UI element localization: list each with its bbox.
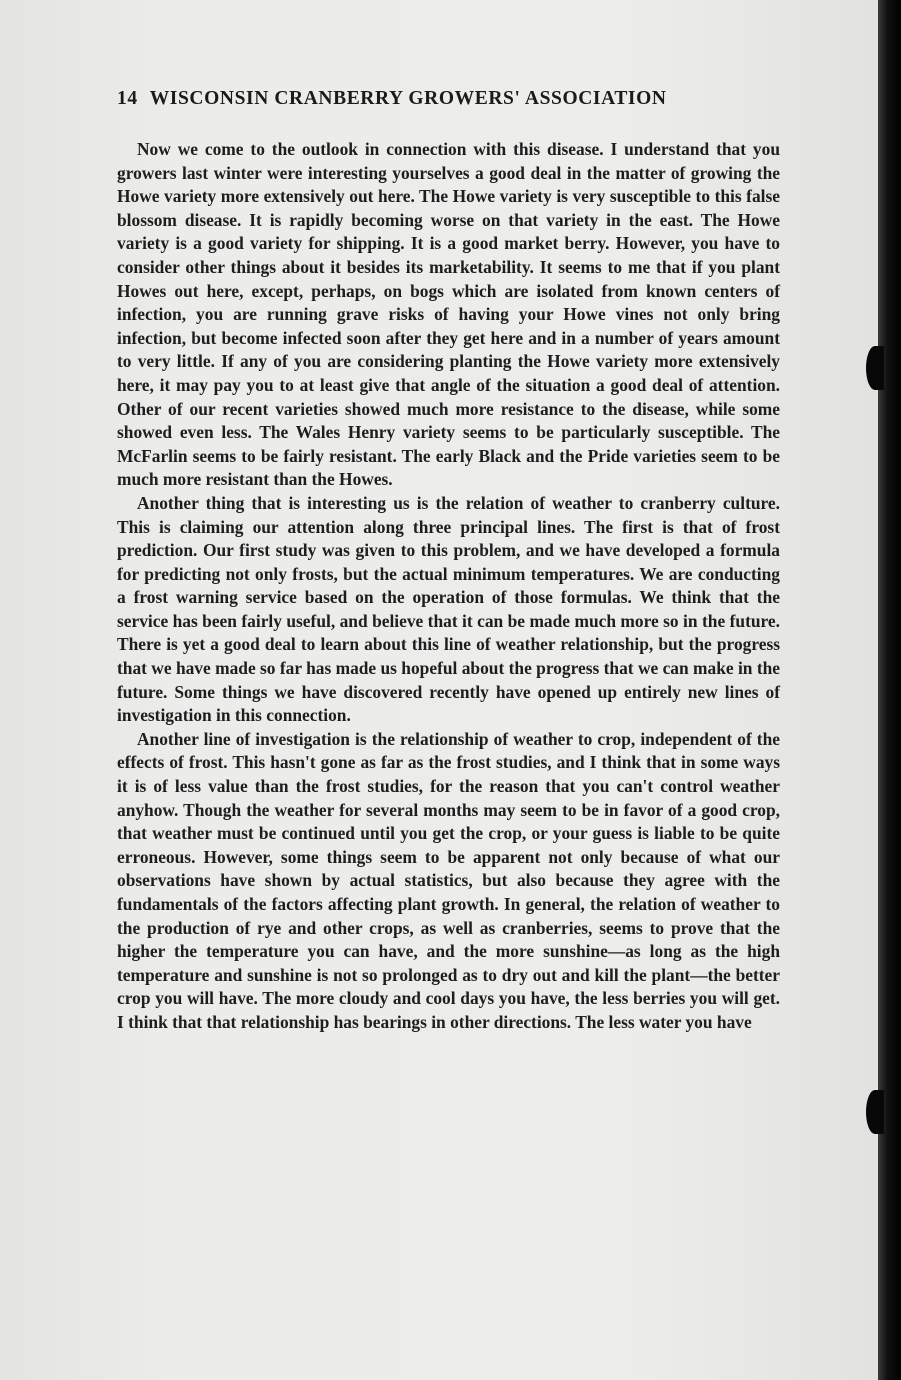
body-text — [117, 138, 780, 1035]
page-edge-shadow — [878, 0, 901, 1380]
paragraph-3: Another line of investigation is the relationship of weather to crop, independent of the effects of frost. This hasn't gone as far as the frost studies, and I think that in some ways it is of less value than the frost studies, for the reason that you can't control weather anyhow. Though the weather for several months may seem to be in favor of a good crop, that weather must be continued until you get the crop, or your guess is liable to be quite erroneous. However, some things seem to be apparent not only because of what our observations have shown by actual statistics, but also because they agree with the fundamentals of the factors affecting plant growth. In general, the relation of weather to the production of rye and other crops, as well as cranberries, seems to prove that the higher the temperature you can have, and the more sunshine—as long as the high temperature and sunshine is not so prolonged as to dry out and kill the plant—the better crop you will have. The more cloudy and cool days you have, the less berries you will get. I think that that relationship has bearings in other directions. The less water you have — [117, 728, 780, 1032]
header-title: WISCONSIN CRANBERRY GROWERS' ASSOCIATION — [149, 88, 667, 109]
paragraph-1: Now we come to the outlook in connection with this disease. I understand that you growers last winter were interesting yourselves a good deal in the matter of growing the Howe variety more extensively out here. The Howe variety is very susceptible to this false blossom disease. It is rapidly becoming worse on that variety in the east. The Howe variety is a good variety for shipping. It is a good market berry. However, you have to consider other things about it besides its marketability. It seems to me that if you plant Howes out here, except, perhaps, on bogs which are isolated from known centers of infection, you are running grave risks of having your Howe vines not only bring infection, but become infected soon after they get here and in a number of years amount to very little. If any of you are considering planting the Howe variety more extensively here, it may pay you to at least give that angle of the situation a good deal of attention. Other of our recent varieties showed much more resistance to the disease, while some showed even less. The Wales Henry variety seems to be particularly susceptible. The McFarlin seems to be fairly resistant. The early Black and the Pride varieties seem to be much more resistant than the Howes. — [117, 139, 780, 490]
binding-hole-bottom — [866, 1090, 884, 1134]
binding-hole-top — [866, 346, 884, 390]
page-number: 14 — [117, 88, 138, 109]
paragraph-2: Another thing that is interesting us is the relation of weather to cranberry culture. This is claiming our attention along three principal lines. The first is that of frost prediction. Our first study was given to this problem, and we have developed a formula for predicting not only frosts, but the actual minimum temperatures. We are conducting a frost warning service based on the operation of those formulas. We think that the service has been fairly useful, and believe that it can be made much more so in the future. There is yet a good deal to learn about this line of weather relationship, but the progress that we have made so far has made us hopeful about the progress that we can make in the future. Some things we have discovered recently have opened up entirely new lines of investigation in this connection. — [117, 492, 780, 726]
running-header — [117, 88, 777, 110]
